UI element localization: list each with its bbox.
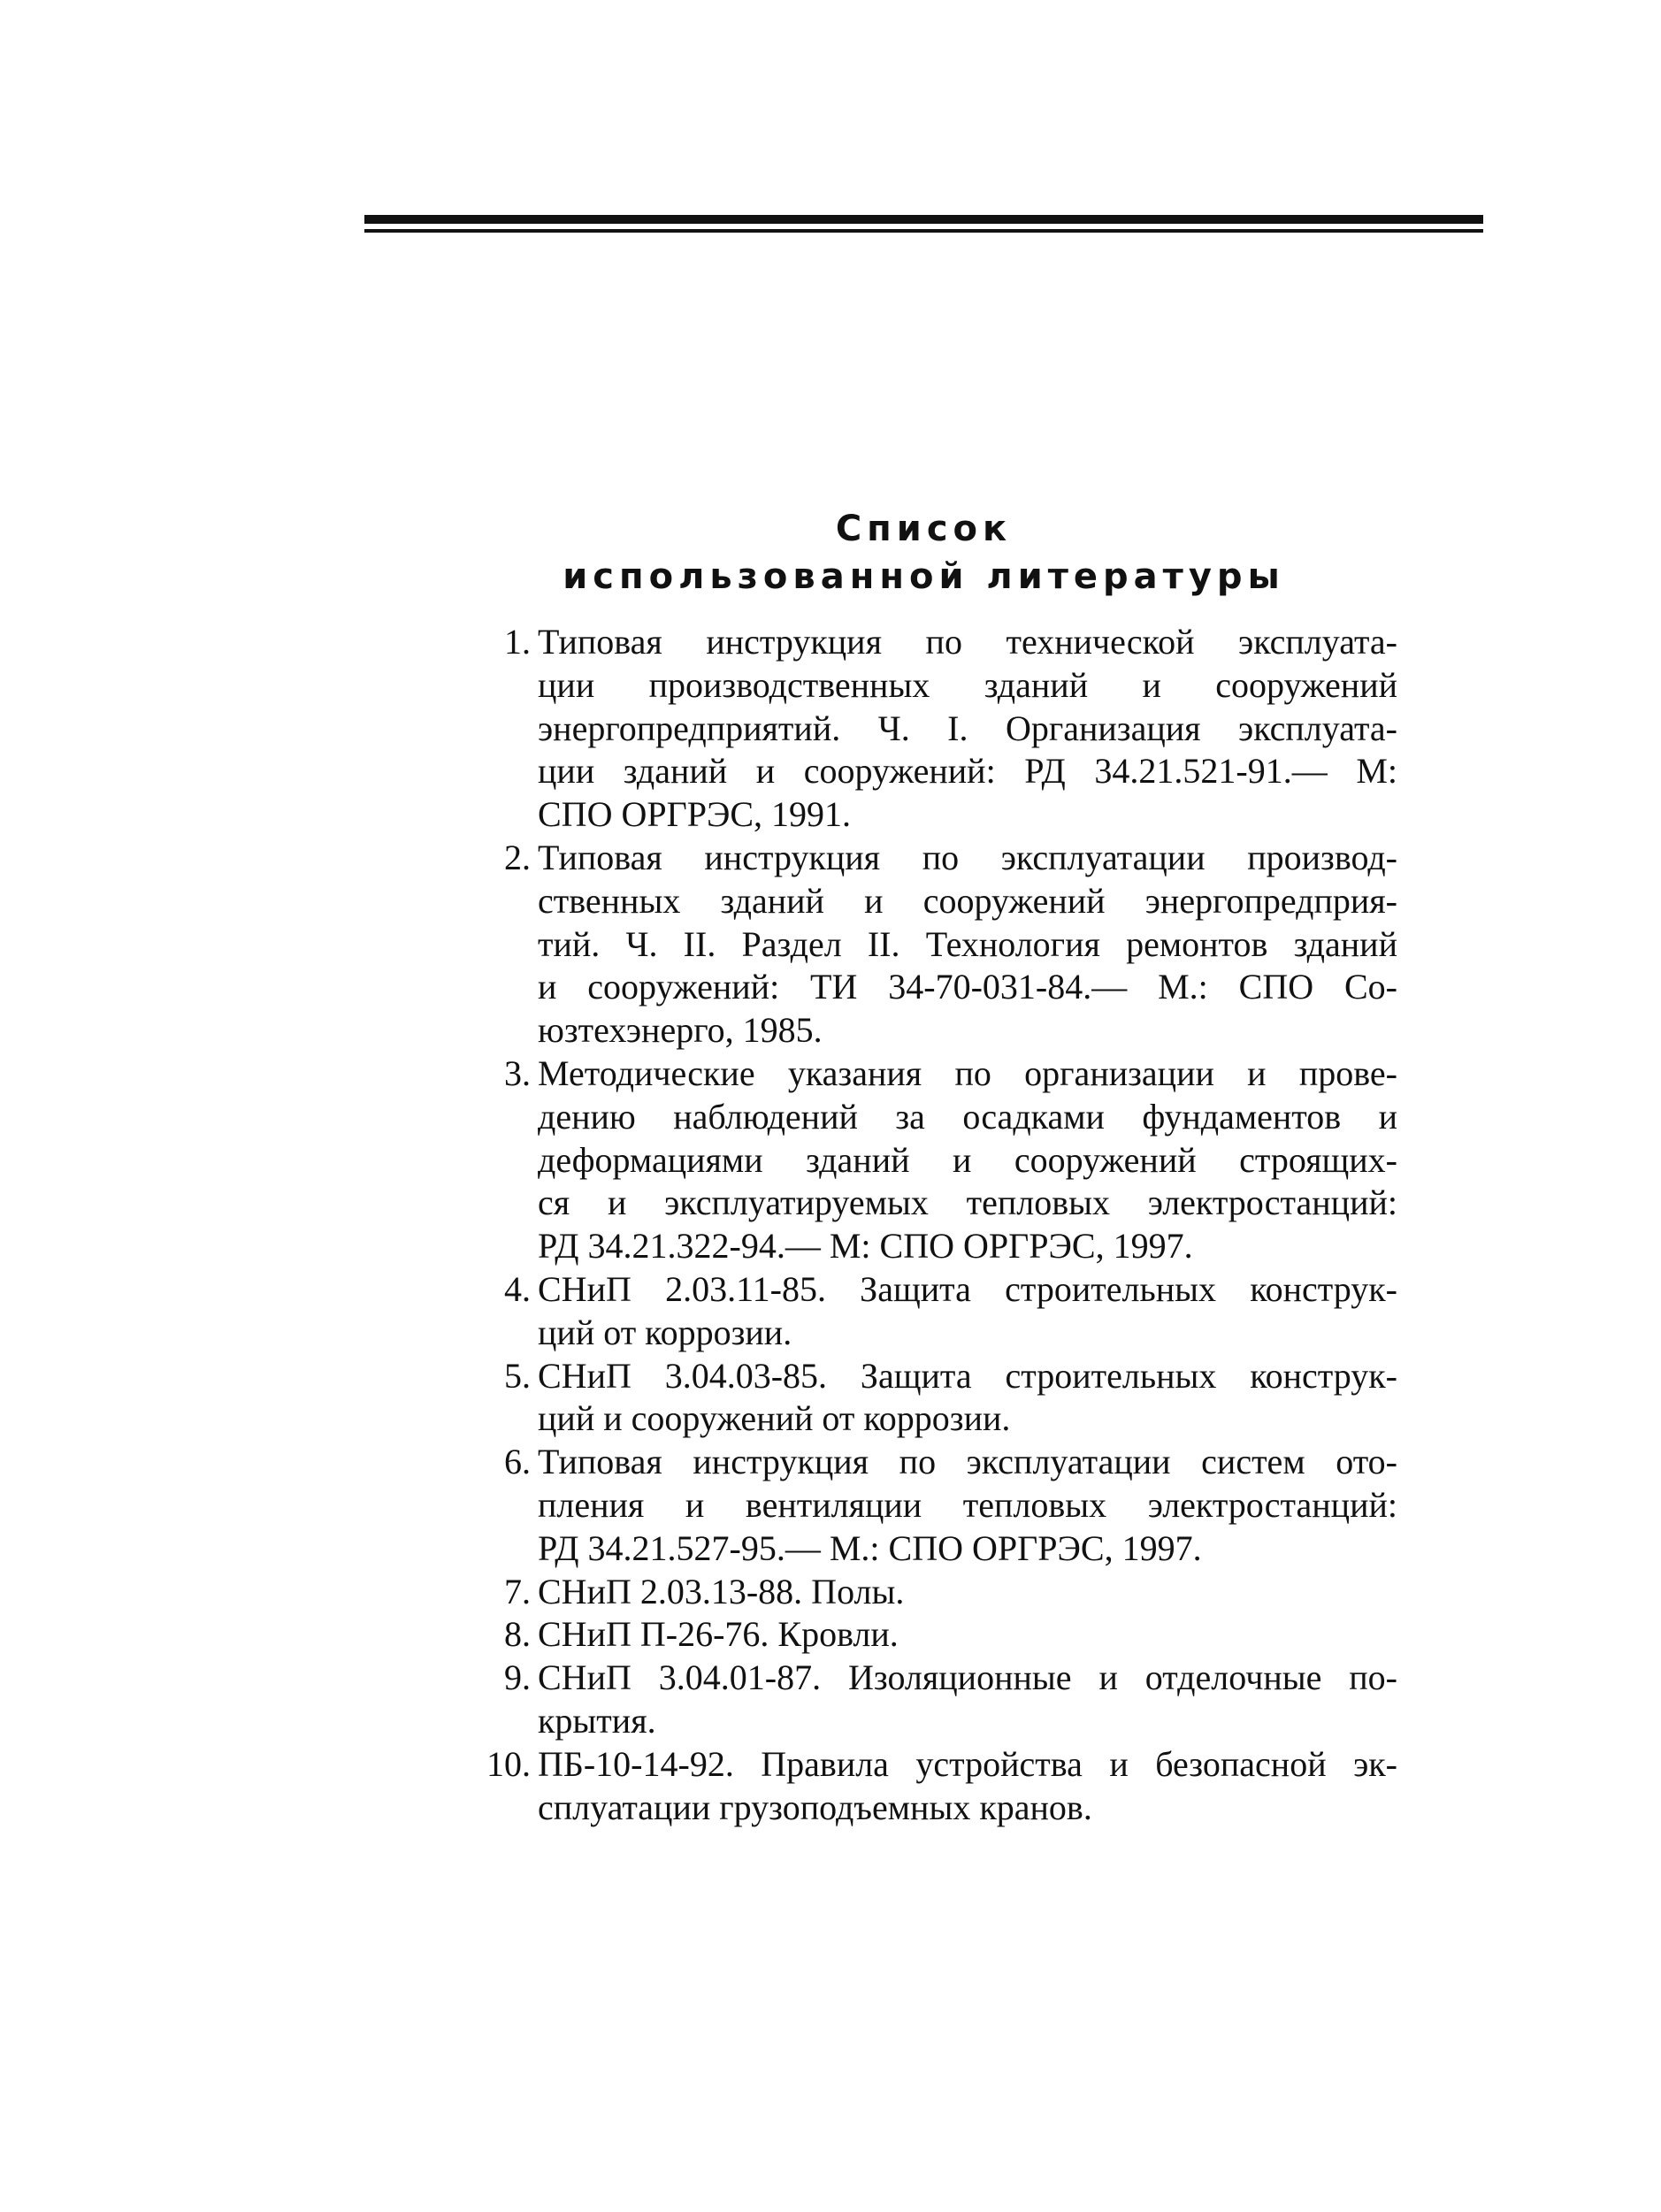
reference-text-line: РД 34.21.322-94.— М: СПО ОРГРЭС, 1997. [538,1226,1193,1267]
reference-text-line: энергопредприятий. Ч. I. Организация эксплуата- [538,708,1397,748]
header-rule-thick [364,215,1483,224]
reference-number: 1. [504,622,531,662]
reference-text-line: крытия. [538,1700,656,1741]
reference-number: 8. [504,1614,531,1655]
reference-list [478,621,1397,1829]
reference-text-line: ции зданий и сооружений: РД 34.21.521-91.— М: [538,751,1397,792]
reference-text-line: ственных зданий и сооружений энергопредприя- [538,880,1397,921]
reference-text-line: ций и сооружений от коррозии. [538,1398,1011,1439]
reference-item [478,1657,1397,1743]
section-title-line-1: Список [835,509,1013,549]
reference-text-line: юзтехэнерго, 1985. [538,1010,823,1051]
reference-item [478,1613,1397,1657]
reference-text-line: ПБ-10-14-92. Правила устройства и безопасной эк- [538,1743,1397,1784]
reference-text-line: СПО ОРГРЭС, 1991. [538,794,852,835]
reference-item [478,1743,1397,1830]
reference-text-line: пления и вентиляции тепловых электростанций: [538,1484,1397,1525]
reference-item [478,1268,1397,1355]
reference-text-line: РД 34.21.527-95.— М.: СПО ОРГРЭС, 1997. [538,1527,1202,1568]
header-rule-thin [364,229,1483,233]
section-title-line-2: использованной литературы [563,556,1285,597]
reference-text-line: деформациями зданий и сооружений строящих- [538,1139,1397,1180]
reference-item [478,1355,1397,1442]
reference-text-line: СНиП П-26-76. Кровли. [538,1614,899,1655]
reference-text-line: СНиП 3.04.01-87. Изоляционные и отделочные по- [538,1657,1397,1698]
reference-text-line: Типовая инструкция по эксплуатации систем ото- [538,1442,1397,1482]
reference-text-line: дению наблюдений за осадками фундаментов и [538,1096,1397,1137]
reference-item [478,621,1397,837]
reference-number: 4. [504,1268,531,1309]
reference-text-line: ций от коррозии. [538,1312,792,1352]
reference-text-line: тий. Ч. II. Раздел II. Технология ремонтов зданий [538,923,1397,964]
reference-number: 6. [504,1442,531,1482]
reference-number: 10. [486,1743,531,1784]
reference-text-line: ции производственных зданий и сооружений [538,664,1397,705]
reference-number: 9. [504,1657,531,1698]
reference-text-line: сплуатации грузоподъемных кранов. [538,1787,1092,1827]
reference-text-line: СНиП 2.03.11-85. Защита строительных конструк- [538,1268,1397,1309]
reference-number: 7. [504,1571,531,1611]
reference-text-line: и сооружений: ТИ 34-70-031-84.— М.: СПО Со- [538,967,1397,1007]
reference-number: 5. [504,1355,531,1396]
reference-number: 2. [504,837,531,877]
reference-item [478,1571,1397,1614]
reference-text-line: ся и эксплуатируемых тепловых электростанций: [538,1183,1397,1223]
reference-number: 3. [504,1052,531,1093]
reference-item [478,1052,1397,1268]
reference-text-line: Типовая инструкция по технической эксплуата- [538,622,1397,662]
reference-text-line: Методические указания по организации и прове- [538,1052,1397,1093]
reference-item [478,1441,1397,1570]
reference-text-line: СНиП 2.03.13-88. Полы. [538,1571,905,1611]
reference-text-line: СНиП 3.04.03-85. Защита строительных конструк- [538,1355,1397,1396]
reference-item [478,837,1397,1052]
reference-text-line: Типовая инструкция по эксплуатации производ- [538,837,1397,877]
